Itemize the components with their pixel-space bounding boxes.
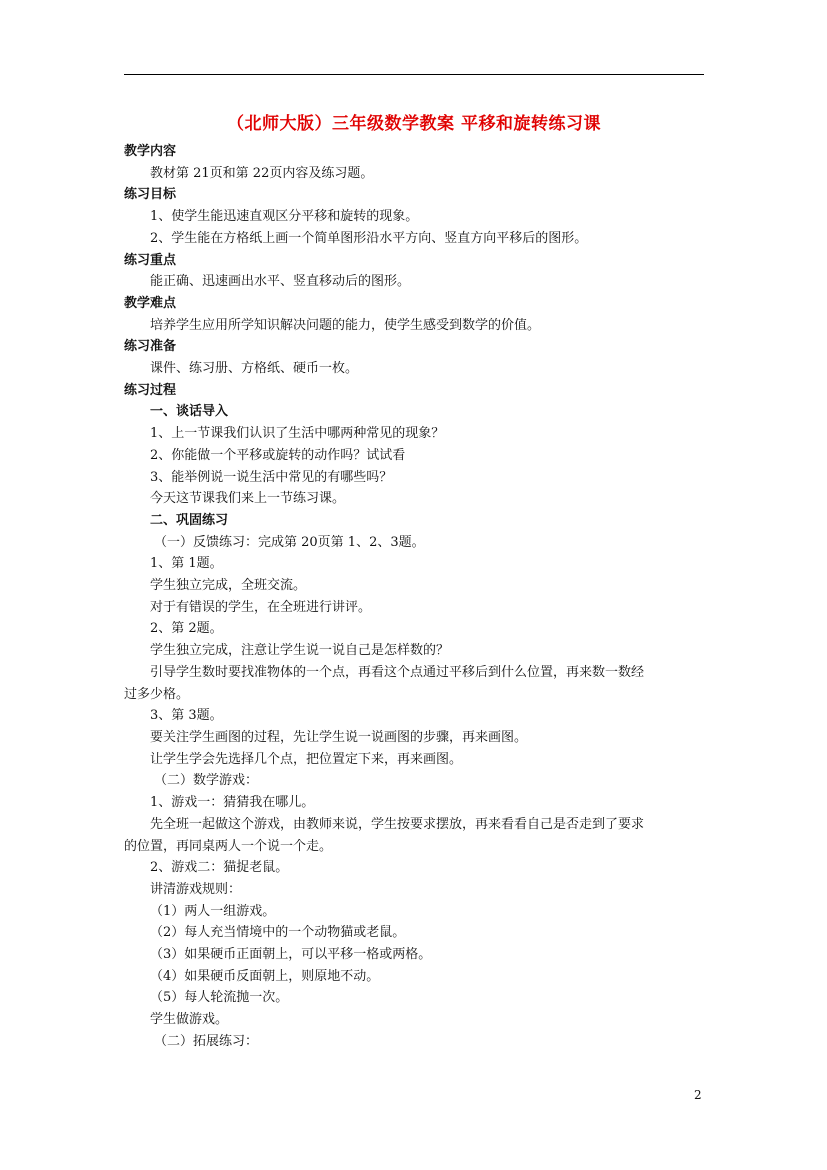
paragraph: 1、上一节课我们认识了生活中哪两种常见的现象？: [150, 426, 445, 442]
paragraph: 培养学生应用所学知识解决问题的能力，使学生感受到数学的价值。: [150, 317, 541, 333]
paragraph: 要关注学生画图的过程，先让学生说一说画图的步骤，再来画图。: [150, 729, 528, 745]
paragraph: 2、第 2题。: [150, 621, 223, 637]
subsection-heading-intro: 一、谈话导入: [150, 404, 229, 420]
paragraph: 3、第 3题。: [150, 708, 223, 724]
paragraph: 能正确、迅速画出水平、竖直移动后的图形。: [150, 274, 411, 290]
subsection-heading-practice: 二、巩固练习: [150, 512, 229, 528]
paragraph: 引导学生数时要找准物体的一个点，再看这个点通过平移后到什么位置，再来数一数经: [150, 664, 645, 680]
section-heading-goals: 练习目标: [124, 187, 177, 203]
paragraph: 1、使学生能迅速直观区分平移和旋转的现象。: [150, 209, 419, 225]
paragraph-continuation: 的位置，再同桌两人一个说一个走。: [124, 838, 333, 854]
paragraph: （二）数学游戏：: [154, 773, 259, 789]
paragraph: 今天这节课我们来上一节练习课。: [150, 491, 346, 507]
document-body: [124, 141, 704, 1053]
paragraph: 2、你能做一个平移或旋转的动作吗？试试看: [150, 447, 406, 463]
section-heading-difficulty: 教学难点: [124, 295, 177, 311]
paragraph: 1、第 1题。: [150, 556, 223, 572]
section-heading-prep: 练习准备: [124, 339, 177, 355]
paragraph: 2、游戏二：猫捉老鼠。: [150, 860, 289, 876]
page-number: 2: [694, 1088, 702, 1102]
paragraph: （5）每人轮流抛一次。: [150, 990, 289, 1006]
paragraph: （一）反馈练习：完成第 20页第 1、2、3题。: [154, 534, 425, 550]
paragraph: （3）如果硬币正面朝上，可以平移一格或两格。: [150, 947, 432, 963]
paragraph-continuation: 过多少格。: [124, 686, 190, 702]
section-heading-keypoints: 练习重点: [124, 252, 177, 268]
section-heading-process: 练习过程: [124, 382, 177, 398]
paragraph: 先全班一起做这个游戏，由教师来说，学生按要求摆放，再来看看自己是否走到了要求: [150, 816, 645, 832]
paragraph: 让学生学会先选择几个点，把位置定下来，再来画图。: [150, 751, 463, 767]
paragraph: （2）每人充当情境中的一个动物猫或老鼠。: [150, 925, 406, 941]
paragraph: （1）两人一组游戏。: [150, 903, 276, 919]
paragraph: 对于有错误的学生，在全班进行讲评。: [150, 599, 372, 615]
paragraph: 讲清游戏规则：: [150, 881, 242, 897]
paragraph: 2、学生能在方格纸上画一个简单图形沿水平方向、竖直方向平移后的图形。: [150, 230, 588, 246]
paragraph: 3、能举例说一说生活中常见的有哪些吗？: [150, 469, 393, 485]
paragraph: 1、游戏一：猜猜我在哪儿。: [150, 795, 315, 811]
section-heading-content: 教学内容: [124, 144, 177, 159]
paragraph: 课件、练习册、方格纸、硬币一枚。: [150, 361, 359, 377]
paragraph: （4）如果硬币反面朝上，则原地不动。: [150, 968, 380, 984]
paragraph: 学生独立完成，全班交流。: [150, 578, 307, 594]
paragraph: 教材第 21页和第 22页内容及练习题。: [150, 165, 374, 181]
paragraph: 学生做游戏。: [150, 1012, 229, 1028]
document-title: （北师大版）三年级数学教案 平移和旋转练习课: [227, 114, 601, 134]
paragraph: （二）拓展练习：: [154, 1033, 259, 1049]
paragraph: 学生独立完成，注意让学生说一说自己是怎样数的？: [150, 643, 450, 659]
header-rule: [124, 74, 704, 75]
